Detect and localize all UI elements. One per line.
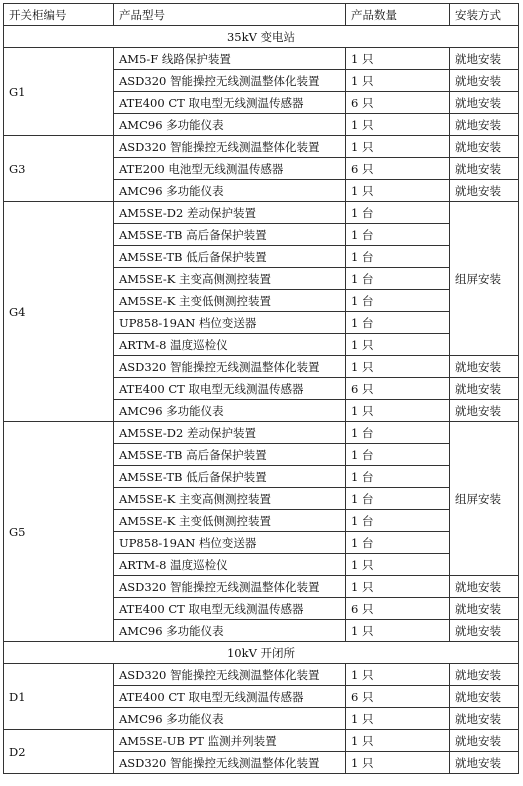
product-quantity: 1 台 — [346, 246, 450, 268]
product-quantity: 1 只 — [346, 400, 450, 422]
product-quantity: 1 台 — [346, 224, 450, 246]
product-model: ASD320 智能操控无线测温整体化装置 — [114, 664, 346, 686]
product-model: UP858-19AN 档位变送器 — [114, 532, 346, 554]
product-model: ATE400 CT 取电型无线测温传感器 — [114, 378, 346, 400]
cabinet-id: D1 — [4, 664, 114, 730]
product-model: AM5SE-D2 差动保护装置 — [114, 422, 346, 444]
product-model: ASD320 智能操控无线测温整体化装置 — [114, 356, 346, 378]
product-quantity: 1 台 — [346, 268, 450, 290]
product-model: AM5SE-TB 低后备保护装置 — [114, 466, 346, 488]
product-quantity: 1 台 — [346, 488, 450, 510]
header-install-method: 安装方式 — [450, 4, 519, 26]
header-quantity: 产品数量 — [346, 4, 450, 26]
install-method: 就地安装 — [450, 70, 519, 92]
product-model: ASD320 智能操控无线测温整体化装置 — [114, 136, 346, 158]
cabinet-id: G5 — [4, 422, 114, 642]
install-method-group: 组屏安装 — [450, 422, 519, 576]
table-row — [4, 664, 519, 686]
install-method: 就地安装 — [450, 48, 519, 70]
table-row — [4, 48, 519, 70]
product-quantity: 1 只 — [346, 356, 450, 378]
product-quantity: 1 只 — [346, 576, 450, 598]
product-quantity: 1 只 — [346, 70, 450, 92]
product-model: ATE400 CT 取电型无线测温传感器 — [114, 598, 346, 620]
install-method: 就地安装 — [450, 664, 519, 686]
install-method: 就地安装 — [450, 400, 519, 422]
product-model: AM5SE-TB 低后备保护装置 — [114, 246, 346, 268]
install-method: 就地安装 — [450, 620, 519, 642]
product-quantity: 1 台 — [346, 466, 450, 488]
product-model: ARTM-8 温度巡检仪 — [114, 554, 346, 576]
product-quantity: 1 台 — [346, 422, 450, 444]
cabinet-id: G4 — [4, 202, 114, 422]
table-row — [4, 202, 519, 224]
install-method-group: 组屏安装 — [450, 202, 519, 356]
product-model: AM5SE-D2 差动保护装置 — [114, 202, 346, 224]
product-model: AM5SE-K 主变高侧测控装置 — [114, 268, 346, 290]
product-quantity: 1 只 — [346, 554, 450, 576]
product-model: AM5SE-K 主变高侧测控装置 — [114, 488, 346, 510]
product-model: AMC96 多功能仪表 — [114, 180, 346, 202]
product-quantity: 6 只 — [346, 92, 450, 114]
section-row — [4, 642, 519, 664]
table-row — [4, 730, 519, 752]
product-quantity: 1 只 — [346, 48, 450, 70]
product-quantity: 6 只 — [346, 158, 450, 180]
install-method: 就地安装 — [450, 92, 519, 114]
install-method: 就地安装 — [450, 752, 519, 774]
product-model: AM5-F 线路保护装置 — [114, 48, 346, 70]
product-quantity: 1 只 — [346, 180, 450, 202]
section-title: 10kV 开闭所 — [4, 642, 519, 664]
header-cabinet-no: 开关柜编号 — [4, 4, 114, 26]
install-method: 就地安装 — [450, 356, 519, 378]
header-row — [4, 4, 519, 26]
install-method: 就地安装 — [450, 114, 519, 136]
install-method: 就地安装 — [450, 158, 519, 180]
product-quantity: 6 只 — [346, 598, 450, 620]
product-quantity: 6 只 — [346, 378, 450, 400]
table-row — [4, 422, 519, 444]
install-method: 就地安装 — [450, 576, 519, 598]
table-header — [4, 4, 519, 26]
product-model: AMC96 多功能仪表 — [114, 114, 346, 136]
product-model: ATE400 CT 取电型无线测温传感器 — [114, 686, 346, 708]
product-quantity: 1 只 — [346, 620, 450, 642]
product-model: AM5SE-TB 高后备保护装置 — [114, 444, 346, 466]
install-method: 就地安装 — [450, 598, 519, 620]
product-model: ARTM-8 温度巡检仪 — [114, 334, 346, 356]
product-quantity: 1 只 — [346, 664, 450, 686]
product-model: AM5SE-K 主变低侧测控装置 — [114, 290, 346, 312]
install-method: 就地安装 — [450, 730, 519, 752]
product-model: ATE400 CT 取电型无线测温传感器 — [114, 92, 346, 114]
product-model: ASD320 智能操控无线测温整体化装置 — [114, 576, 346, 598]
product-model: AMC96 多功能仪表 — [114, 620, 346, 642]
product-model: AMC96 多功能仪表 — [114, 708, 346, 730]
product-quantity: 6 只 — [346, 686, 450, 708]
product-model: ATE200 电池型无线测温传感器 — [114, 158, 346, 180]
product-model: AMC96 多功能仪表 — [114, 400, 346, 422]
install-method: 就地安装 — [450, 136, 519, 158]
install-method: 就地安装 — [450, 686, 519, 708]
install-method: 就地安装 — [450, 180, 519, 202]
product-model: ASD320 智能操控无线测温整体化装置 — [114, 70, 346, 92]
product-quantity: 1 只 — [346, 136, 450, 158]
install-method: 就地安装 — [450, 708, 519, 730]
section-row — [4, 26, 519, 48]
product-quantity: 1 只 — [346, 708, 450, 730]
table-row — [4, 136, 519, 158]
product-quantity: 1 台 — [346, 510, 450, 532]
product-model: AM5SE-K 主变低侧测控装置 — [114, 510, 346, 532]
product-model: AM5SE-UB PT 监测并列装置 — [114, 730, 346, 752]
product-quantity: 1 只 — [346, 730, 450, 752]
product-quantity: 1 台 — [346, 202, 450, 224]
product-quantity: 1 台 — [346, 312, 450, 334]
product-model: AM5SE-TB 高后备保护装置 — [114, 224, 346, 246]
install-method: 就地安装 — [450, 378, 519, 400]
table-body — [4, 26, 519, 774]
cabinet-id: G3 — [4, 136, 114, 202]
product-quantity: 1 只 — [346, 114, 450, 136]
product-quantity: 1 只 — [346, 334, 450, 356]
product-quantity: 1 只 — [346, 752, 450, 774]
product-quantity: 1 台 — [346, 444, 450, 466]
product-quantity: 1 台 — [346, 290, 450, 312]
section-title: 35kV 变电站 — [4, 26, 519, 48]
cabinet-id: G1 — [4, 48, 114, 136]
product-quantity: 1 台 — [346, 532, 450, 554]
header-product-model: 产品型号 — [114, 4, 346, 26]
product-spec-table — [3, 3, 519, 774]
product-model: UP858-19AN 档位变送器 — [114, 312, 346, 334]
cabinet-id: D2 — [4, 730, 114, 774]
product-model: ASD320 智能操控无线测温整体化装置 — [114, 752, 346, 774]
